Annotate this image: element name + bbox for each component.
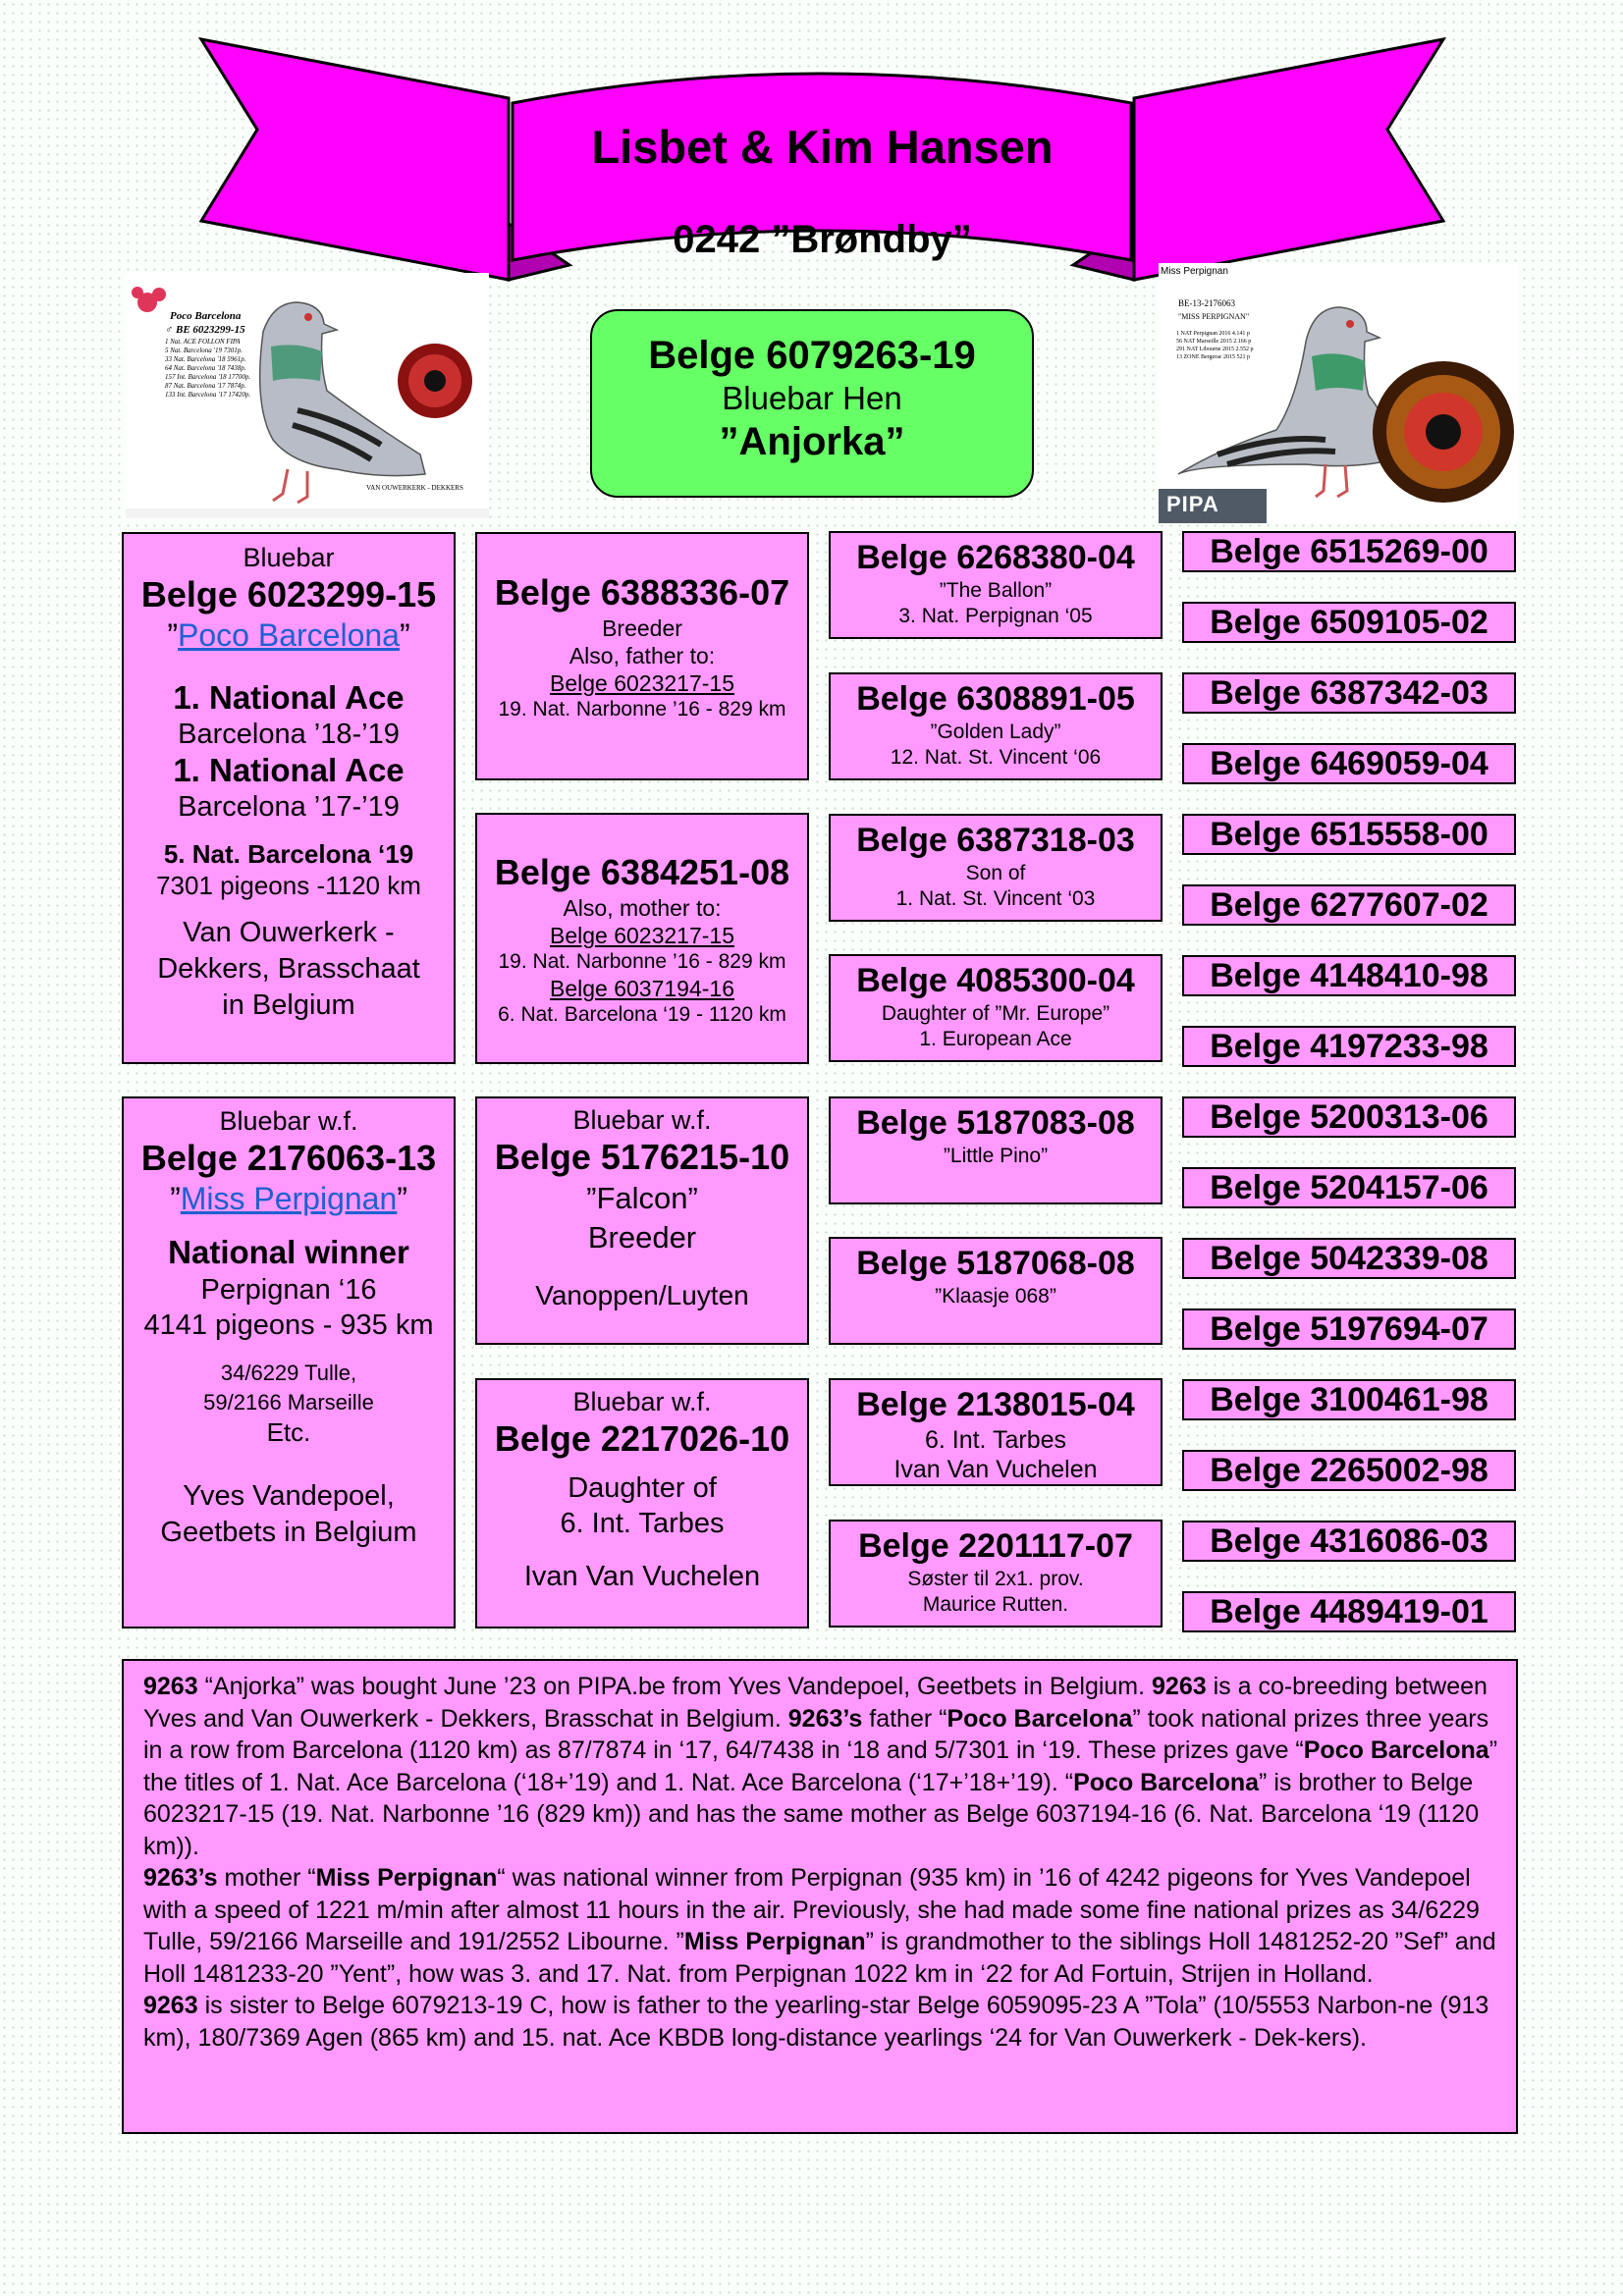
photo-right-caption-name: Miss Perpignan [1161,266,1228,277]
gen3-ds-line2: Vanoppen/Luyten [535,1280,749,1310]
gen5-ring: Belge 5204157-06 [1210,1169,1488,1206]
gen4-line: 1. European Ace [919,1028,1072,1050]
gen4-box-5 [829,1096,1163,1204]
dam-box [122,1096,456,1629]
gen4-box-7 [829,1378,1163,1486]
story-paragraph-1 [143,1671,1498,1862]
photo-right-caption-line: 1 NAT Perpignan 2016 4.141 p [1176,331,1250,337]
story-run: father “ [862,1704,947,1733]
photo-left-caption-line: 1 Nat. ACE FOLLON FIPA [165,338,241,346]
gen3-ss-line2: Also, father to: [568,643,716,668]
spacer [477,1541,807,1559]
sire-ring: Belge 6023299-15 [140,574,437,614]
gen4-ring: Belge 5187068-08 [856,1245,1135,1282]
sire-breeder3: in Belgium [222,989,355,1021]
ribbon-left-tail [201,39,509,280]
subject-name: ”Anjorka” [719,420,905,463]
photo-right-caption-ring: BE-13-2176063 [1178,298,1235,308]
gen5-ring: Belge 4316086-03 [1210,1522,1488,1560]
sire-title2-sub: Barcelona ’17-’19 [178,791,400,823]
spacer [124,1217,454,1233]
gen5-box [1182,531,1516,572]
spacer [124,901,454,915]
gen5-ring: Belge 6515269-00 [1210,533,1488,570]
dam-title-sub1: Perpignan ‘16 [200,1274,377,1306]
gen5-box [1182,1238,1516,1279]
gen4-box-3 [829,814,1163,922]
dam-name-open-quote: ” [170,1181,181,1216]
gen4-ring: Belge 5187083-08 [856,1104,1135,1142]
sire-result: 5. Nat. Barcelona ‘19 [163,839,414,869]
sire-color: Bluebar [243,543,335,572]
photo-left-caption-line: 133 Int. Barcelona '17 17420p. [165,391,251,399]
spacer [477,1257,807,1279]
gen4-line: Søster til 2x1. prov. [907,1568,1084,1590]
sire-title2: 1. National Ace [173,752,405,788]
photo-right-caption-lines [1176,330,1254,361]
gen3-sd-ring: Belge 6384251-08 [494,852,790,892]
gen3-sd-line2: Belge 6023217-15 [550,923,734,948]
story-paragraph-3 [143,1990,1498,2054]
gen3-dd-ring: Belge 2217026-10 [494,1418,790,1459]
gen4-line: Ivan Van Vuchelen [893,1456,1098,1483]
gen4-box-6 [829,1237,1163,1345]
gen5-ring: Belge 2265002-98 [1210,1452,1488,1489]
story-run: Miss Perpignan [683,1928,866,1955]
spacer [124,1343,454,1359]
header-title: Lisbet & Kim Hansen [591,121,1054,173]
gen4-line: Maurice Rutten. [922,1593,1069,1616]
story-run: Miss Perpignan [315,1864,498,1892]
spacer [477,1461,807,1470]
gen4-line: 1. Nat. St. Vincent ‘03 [895,887,1096,910]
gen4-line: ”Klaasje 068” [935,1285,1056,1308]
gen3-dam-sire-box [475,1096,809,1345]
gen3-ds-line1: Breeder [587,1220,697,1255]
sire-box [122,532,456,1064]
photo-left-footer: VAN OUWERKERK - DEKKERS [366,484,463,492]
gen5-ring: Belge 5042339-08 [1210,1240,1488,1277]
gen3-ss-line4: 19. Nat. Narbonne ’16 - 829 km [498,698,786,721]
gen5-ring: Belge 4489419-01 [1210,1593,1488,1630]
sire-breeder1: Van Ouwerkerk - [183,917,395,948]
dam-name-line [124,1180,454,1217]
gen4-line: 6. Int. Tarbes [924,1426,1067,1454]
gen5-box [1182,1026,1516,1067]
gen3-sire-dam-box [475,813,809,1064]
subject-ring: Belge 6079263-19 [648,334,976,377]
dam-breeder2: Geetbets in Belgium [160,1517,417,1548]
photo-left-caption-lines [165,338,250,400]
gen3-dd-line3: Ivan Van Vuchelen [523,1561,761,1592]
gen3-sire-sire-box [475,532,809,780]
gen4-box-8 [829,1520,1163,1628]
gen4-line: 12. Nat. St. Vincent ‘06 [890,746,1102,769]
sire-name-line [124,616,454,654]
gen5-ring: Belge 3100461-98 [1210,1381,1488,1418]
gen4-ring: Belge 2138015-04 [856,1386,1135,1423]
gen4-ring: Belge 4085300-04 [856,962,1135,999]
photo-right-caption-line: 56 NAT Marseille 2015 2.166 p [1176,339,1252,345]
gen3-dam-dam-box [475,1378,809,1629]
photo-left-caption-line: 157 Int. Barcelona '18 17700p. [165,373,251,381]
gen4-box-1 [829,531,1163,639]
photo-poco-barcelona [126,273,489,518]
story-run: is a co-breeding between Yves and Van Ouwerkerk - Dekkers, Brasschat in Belgium. [143,1673,1488,1733]
gen4-ring: Belge 6268380-04 [856,539,1135,576]
gen5-ring: Belge 6515558-00 [1210,816,1488,853]
gen3-ds-name: ”Falcon” [586,1181,698,1215]
gen3-ds-ring: Belge 5176215-10 [494,1137,790,1177]
story-box [122,1659,1518,2134]
gen4-ring: Belge 6387318-03 [856,822,1135,859]
gen4-box-4 [829,954,1163,1062]
ribbon-right-tail [1134,39,1443,280]
dam-title-sub2: 4141 pigeons - 935 km [143,1309,434,1341]
gen5-box [1182,814,1516,855]
gen5-box [1182,1308,1516,1350]
gen4-box-2 [829,672,1163,780]
gen5-box [1182,1096,1516,1138]
spacer [124,1447,454,1478]
gen5-box [1182,672,1516,714]
photo-miss-perpignan [1159,263,1518,523]
story-paragraph-2 [143,1862,1498,1990]
photo-left-caption-line: 64 Nat. Barcelona '18 7438p. [165,364,246,372]
gen4-ring: Belge 2201117-07 [858,1527,1133,1565]
gen3-sd-line1: Also, mother to: [563,895,722,921]
gen4-line: Son of [965,862,1026,884]
gen4-line: 3. Nat. Perpignan ‘05 [898,605,1093,627]
story-run: mother “ [217,1864,316,1892]
gen5-ring: Belge 4197233-98 [1210,1028,1488,1065]
gen3-ss-ring: Belge 6388336-07 [494,572,790,613]
dam-name-link[interactable]: Miss Perpignan [180,1181,398,1216]
photo-right-caption-line: 291 NAT Libourne 2015 2.552 p [1176,347,1254,352]
story-run: 9263 [143,1992,198,2019]
story-run: 9263’s [143,1864,218,1892]
subject-box [590,309,1034,498]
gen3-sd-line5: 6. Nat. Barcelona ‘19 - 1120 km [498,1003,786,1026]
gen5-ring: Belge 4148410-98 [1210,957,1488,994]
story-run: Poco Barcelona [947,1704,1133,1733]
sire-name-link[interactable]: Poco Barcelona [178,617,400,653]
gen5-box [1182,1167,1516,1208]
photo-left-caption-ring: ♂ BE 6023299-15 [165,324,245,336]
photo-left-caption-line: 87 Nat. Barcelona '17 7874p. [165,382,246,390]
gen5-box [1182,884,1516,926]
dam-color: Bluebar w.f. [219,1106,358,1136]
gen5-box [1182,955,1516,996]
photo-left-caption-line: 5 Nat. Barcelona '19 7301p. [165,347,243,354]
flower-decoration [132,287,166,312]
gen5-ring: Belge 6387342-03 [1210,674,1488,712]
photo-left-caption-name: Poco Barcelona [170,310,242,322]
gen3-sd-line3: 19. Nat. Narbonne ’16 - 829 km [498,950,786,973]
gen3-ss-line1: Breeder [602,615,682,641]
dam-extra3: Etc. [266,1417,311,1447]
gen3-dd-color: Bluebar w.f. [572,1387,712,1416]
story-run: Poco Barcelona [1073,1768,1260,1796]
gen3-sd-line4: Belge 6037194-16 [550,976,734,1001]
gen4-line: ”Little Pino” [943,1145,1049,1167]
sire-title1-sub: Barcelona ’18-’19 [178,719,400,750]
gen4-line: Daughter of ”Mr. Europe” [881,1002,1110,1025]
sire-name-open-quote: ” [167,617,179,653]
story-run: 9263 [1152,1673,1207,1700]
gen3-ds-color: Bluebar w.f. [572,1105,712,1135]
story-run: ” the titles of 1. Nat. Ace Barcelona (‘18+’19) and 1. Nat. Ace Barcelona (‘17+’18+’19). “ [143,1736,1498,1796]
dam-extra2: 59/2166 Marseille [203,1390,374,1415]
story-run: “Anjorka” was bought June ’23 on PIPA.be from Yves Vandepoel, Geetbets in Belgium. [197,1673,1153,1700]
sire-result-sub: 7301 pigeons -1120 km [156,871,421,900]
photo-right-caption-line: 13 ZONE Bergerac 2015 521 p [1176,354,1251,360]
gen5-box [1182,1379,1516,1420]
dam-extra1: 34/6229 Tulle, [220,1361,357,1385]
gen5-box [1182,602,1516,643]
photo-right-caption-sub: "MISS PERPIGNAN" [1178,312,1250,321]
story-run: ” is brother to Belge 6023217-15 (19. Nat. Narbonne ’16 (829 km)) and has the same mother as Belge 6037194-16 (6. Nat. Barcelona ‘19 (1120 km)). [143,1768,1480,1860]
gen5-ring: Belge 6469059-04 [1210,745,1488,782]
header-subtitle: 0242 ”Brøndby” [673,218,972,261]
story-run: ” is grandmother to the siblings Holl 1481252-20 ”Sef” and Holl 1481233-20 ”Yent”, how was 3. and 17. Nat. from Perpignan 1022 km in ‘22 for Ad Fortuin, Strijen in Holland. [143,1928,1496,1988]
gen5-box [1182,1521,1516,1562]
gen5-ring: Belge 5197694-07 [1210,1310,1488,1348]
dam-title: National winner [168,1234,409,1270]
spacer [124,654,454,679]
sire-title1: 1. National Ace [173,679,405,716]
gen5-box [1182,1450,1516,1491]
gen5-ring: Belge 5200313-06 [1210,1098,1488,1136]
story-run: Poco Barcelona [1303,1736,1489,1764]
story-run: ” took national prizes three years in a row from Barcelona (1120 km) as 87/7874 in ‘17, 64/7438 in ‘18 and 5/7301 in ‘19. These prizes gave “ [143,1704,1489,1764]
gen3-dd-line2: 6. Int. Tarbes [560,1508,725,1539]
photo-left-caption-line: 33 Nat. Barcelona '18 5961p. [165,355,246,363]
gen5-ring: Belge 6277607-02 [1210,886,1488,924]
dam-ring: Belge 2176063-13 [140,1138,437,1178]
gen5-box [1182,1591,1516,1632]
sire-name-close-quote: ” [399,617,410,653]
sire-breeder2: Dekkers, Brasschaat [157,953,420,985]
gen3-dd-line1: Daughter of [568,1472,717,1504]
gen5-box [1182,743,1516,784]
gen3-ss-line3: Belge 6023217-15 [550,670,734,696]
dam-breeder1: Yves Vandepoel, [183,1480,395,1512]
pipa-logo: PIPA [1166,492,1219,516]
spacer [124,825,454,838]
story-run: is sister to Belge 6079213-19 C, how is father to the yearling-star Belge 6059095-23 A ”Tola” (10/5553 Narbon-ne (913 km), 180/7369 Agen (865 km) and 15. nat. Ace KBDB long-distance yearlings ‘24 for Van Ouwerkerk - Dek-kers). [143,1992,1489,2052]
story-run: “ was national winner from Perpignan (935 km) in ’16 of 4242 pigeons for Yves Vandepoel with a speed of 1221 m/min after almost 11 hours in the air. Previously, she had made some fine national prizes as 34/6229 Tulle, 59/2166 Marseille and 191/2552 Libourne. ” [143,1864,1480,1955]
gen4-ring: Belge 6308891-05 [856,680,1135,718]
subject-color: Bluebar Hen [722,380,902,416]
gen4-line: ”The Ballon” [939,579,1053,602]
dam-name-close-quote: ” [397,1181,407,1216]
story-run: 9263 [143,1673,198,1700]
gen5-ring: Belge 6509105-02 [1210,604,1488,641]
story-run: 9263’s [787,1704,863,1733]
gen4-line: ”Golden Lady” [930,721,1061,743]
